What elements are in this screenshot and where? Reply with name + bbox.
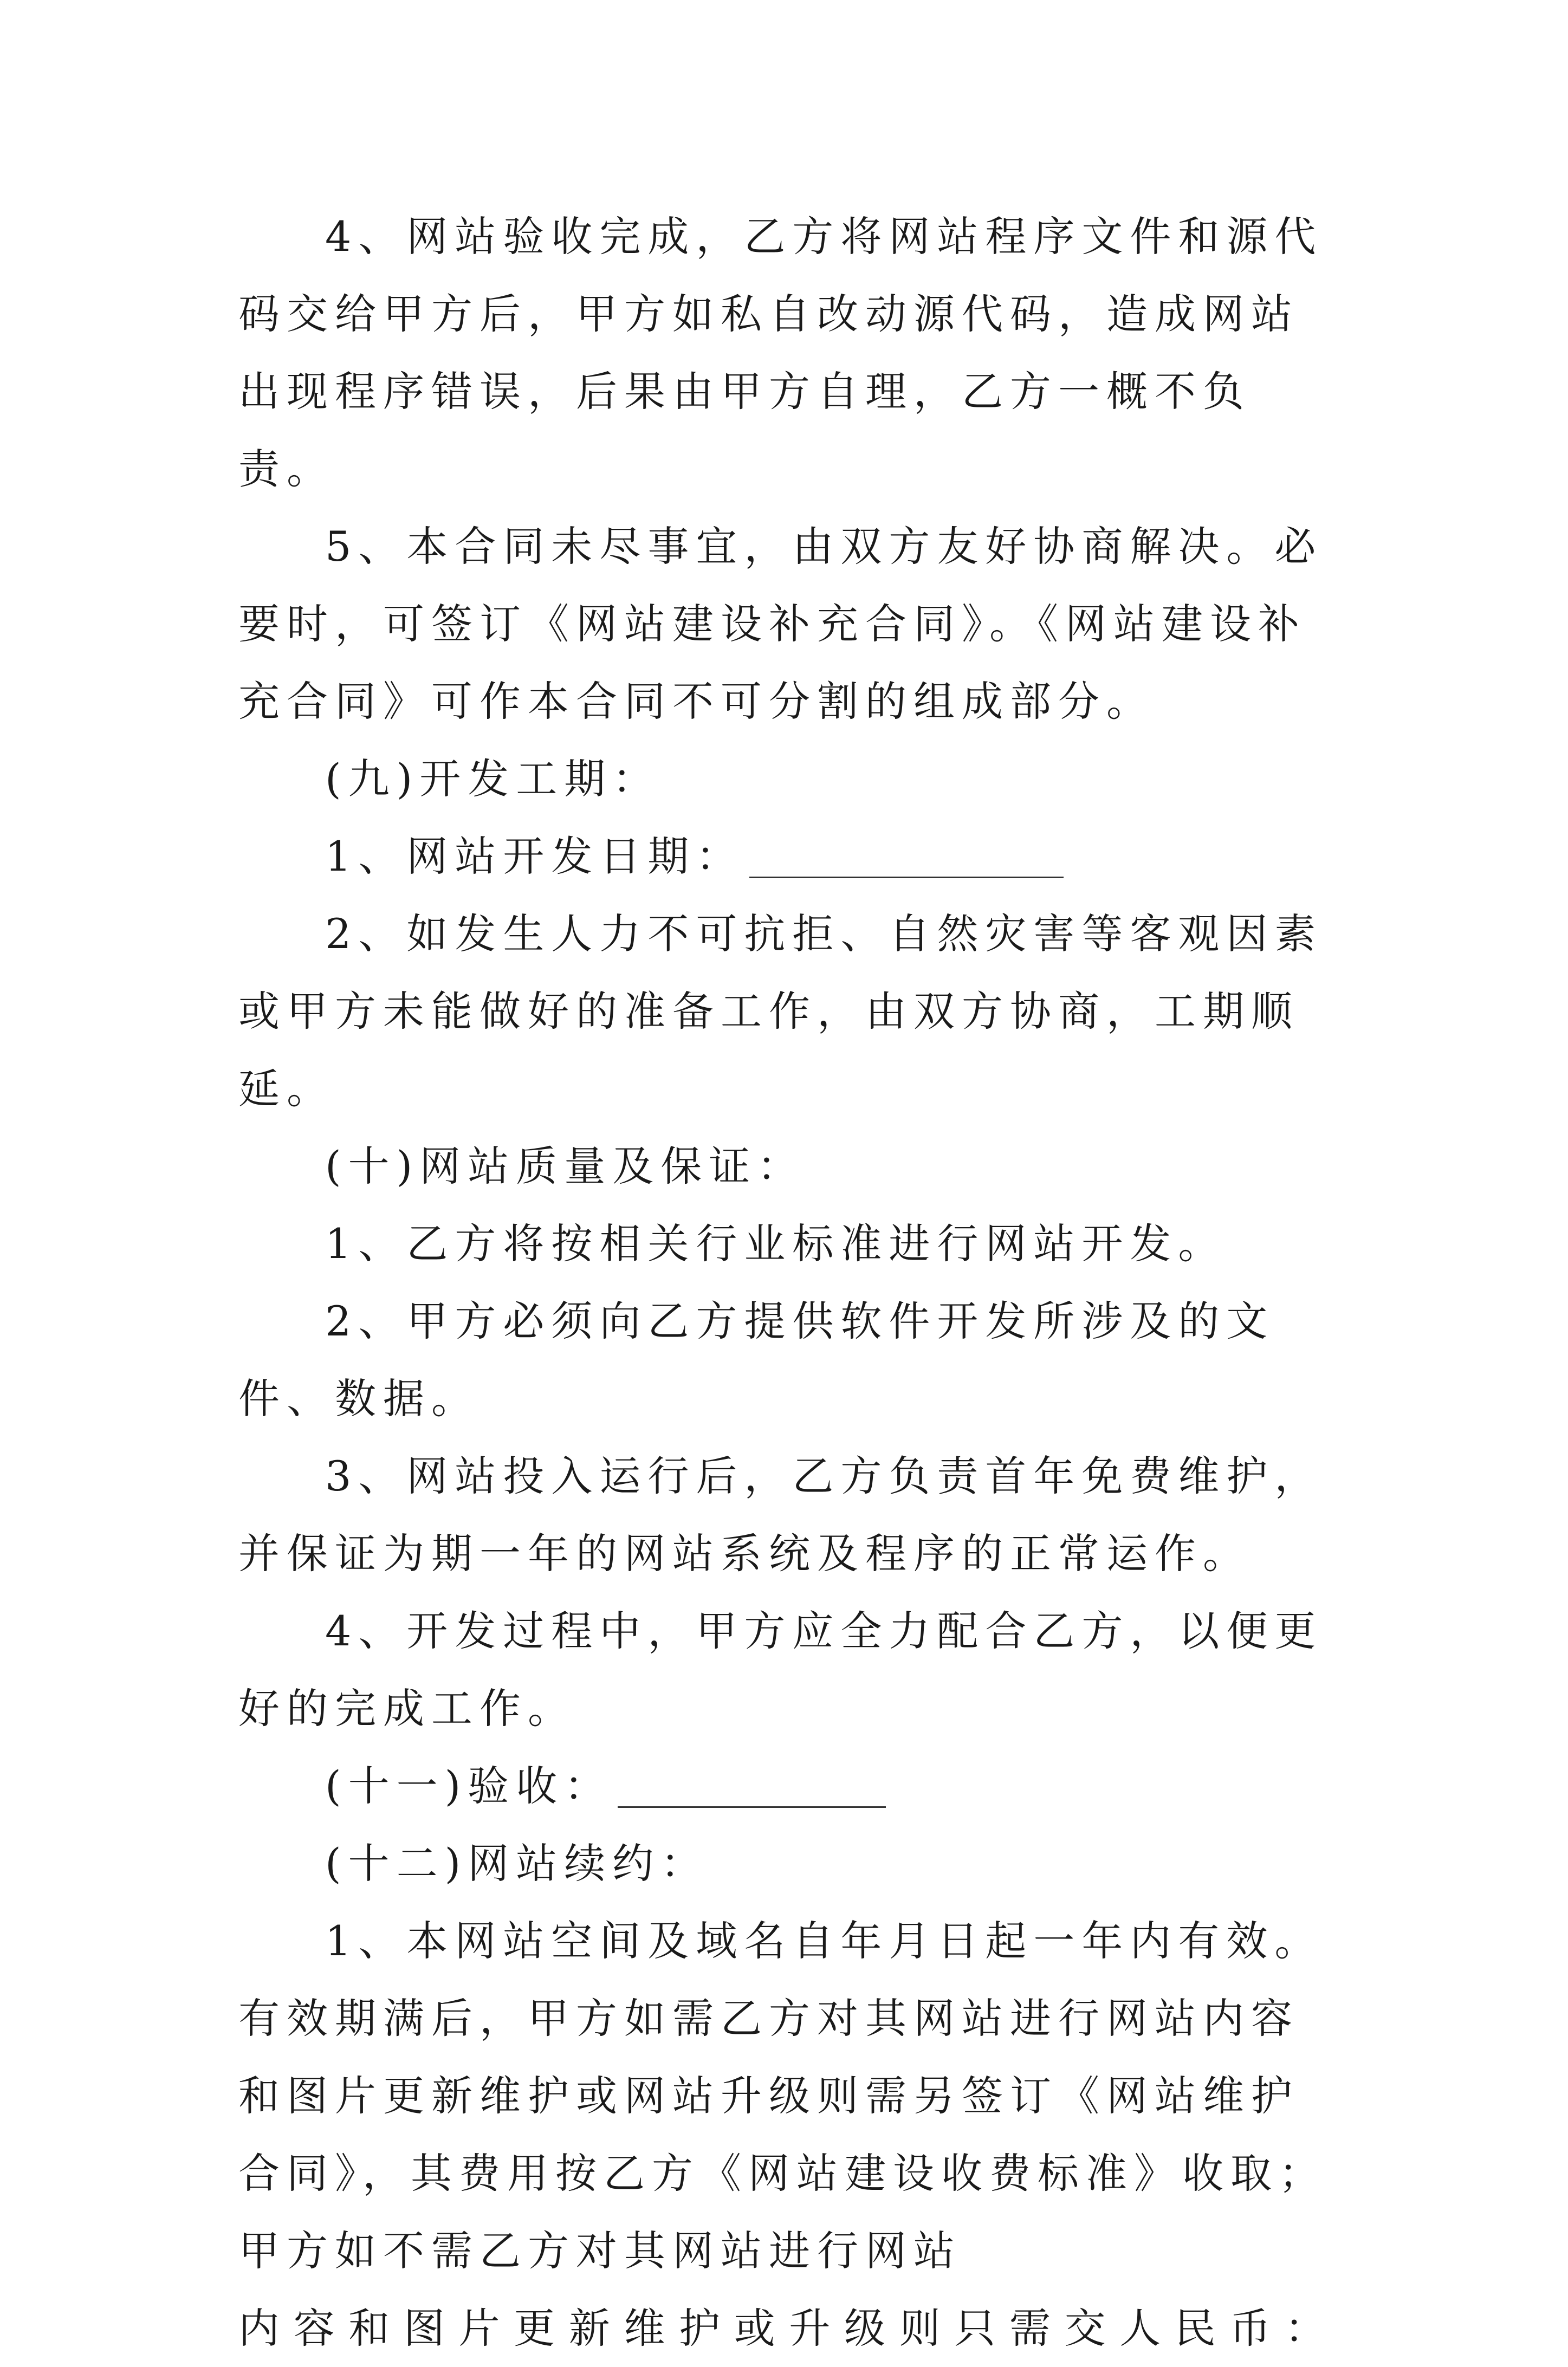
acceptance-label: (十一)验收： [325, 1762, 613, 1810]
clause-renewal-terms: 1、本网站空间及域名自年月日起一年内有效。有效期满后，甲方如需乙方对其网站进行网站内容和图片更新维护或网站升级则需另签订《网站维护合同》，其费用按乙方《网站建设收费标准》收取；甲方如不需乙方对其网站进行网站 [238, 1917, 1327, 2275]
clause-development-date [238, 818, 1333, 895]
clause-free-maintenance: 3、网站投入运行后，乙方负责首年免费维护，并保证为期一年的网站系统及程序的正常运作。 [238, 1452, 1323, 1578]
clause-renewal-fee-line: 内容和图片更新维护或升级则只需交人民币： [238, 2304, 1333, 2352]
section-heading-quality-guarantee: (十)网站质量及保证： [325, 1142, 806, 1190]
section-heading-development-period: (九)开发工期： [325, 755, 661, 803]
section-heading-renewal: (十二)网站续约： [325, 1839, 709, 1888]
acceptance-blank [618, 1768, 886, 1808]
clause-force-majeure: 2、如发生人力不可抗拒、自然灾害等客观因素或甲方未能做好的准备工作，由双方协商，工期顺延。 [238, 910, 1323, 1113]
section-heading-acceptance [238, 1747, 1333, 1825]
contract-body [238, 198, 1333, 2367]
clause-source-code-handover: 4、网站验收完成，乙方将网站程序文件和源代码交给甲方后，甲方如私自改动源代码，造成网站出现程序错误，后果由甲方自理，乙方一概不负责。 [238, 212, 1323, 493]
clause-industry-standard: 1、乙方将按相关行业标准进行网站开发。 [325, 1220, 1227, 1268]
clause-provide-materials: 2、甲方必须向乙方提供软件开发所涉及的文件、数据。 [238, 1297, 1275, 1423]
development-date-label: 1、网站开发日期： [325, 832, 744, 880]
clause-supplementary-contract: 5、本合同未尽事宜，由双方友好协商解决。必要时，可签订《网站建设补充合同》。《网站建设补充合同》可作本合同不可分割的组成部分。 [238, 522, 1323, 725]
development-date-blank [749, 839, 1064, 878]
clause-cooperation: 4、开发过程中，甲方应全力配合乙方，以便更好的完成工作。 [238, 1607, 1323, 1733]
